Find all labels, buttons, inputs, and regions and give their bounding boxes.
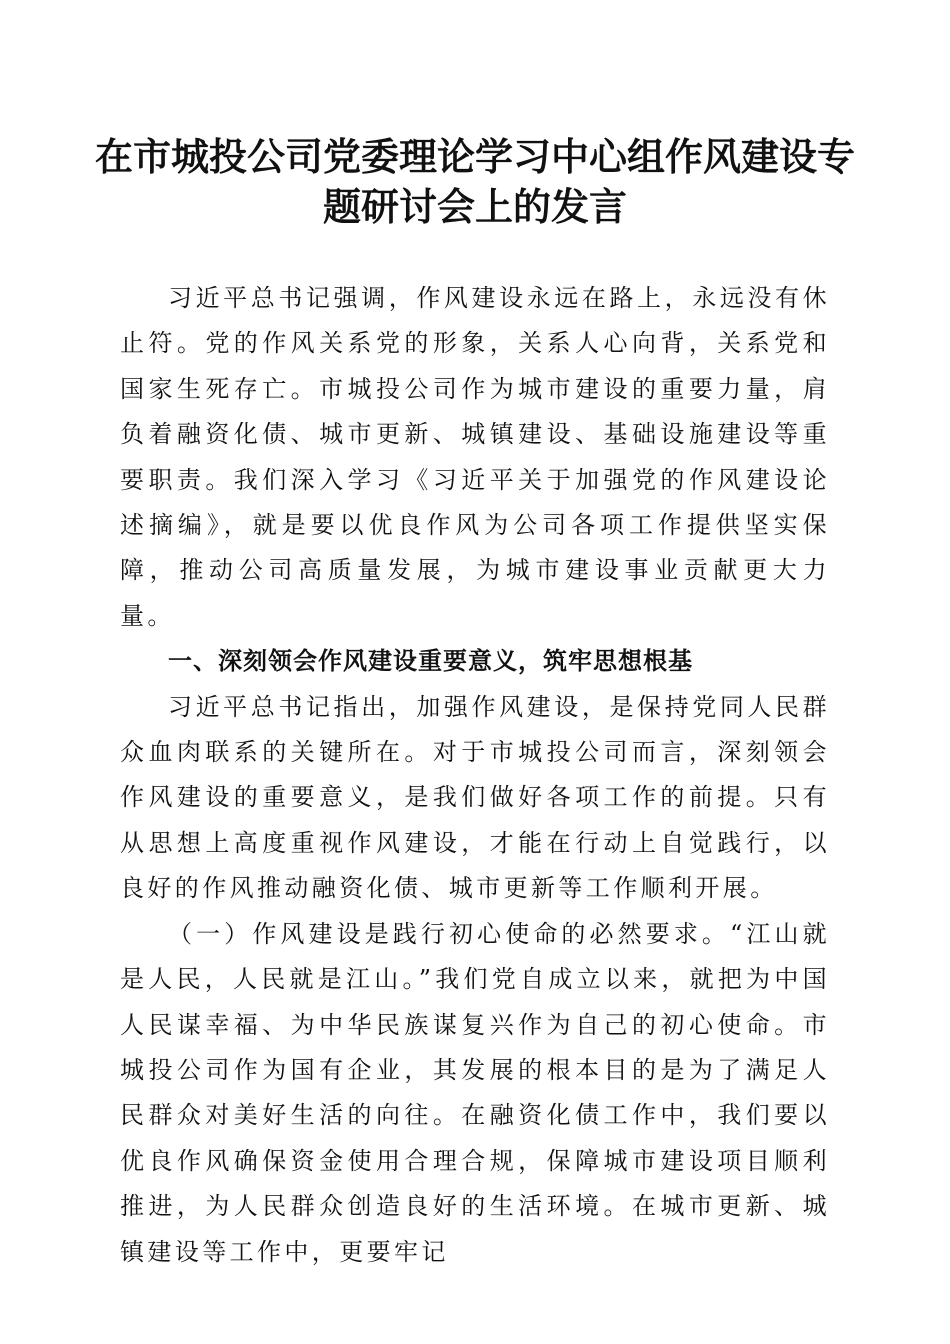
section-paragraph: 习近平总书记指出，加强作风建设，是保持党同人民群众血肉联系的关键所在。对于市城投公司而言，深刻领会作风建设的重要意义，是我们做好各项工作的前提。只有从思想上高度重视作风建设，才能在行动上自觉践行，以良好的作风推动融资化债、城市更新等工作顺利开展。 — [120, 692, 830, 903]
subsection-paragraph: （一）作风建设是践行初心使命的必然要求。“江山就是人民，人民就是江山。”我们党自成立以来，就把为中国人民谋幸福、为中华民族谋复兴作为自己的初心使命。市城投公司作为国有企业，其发展的根本目的是为了满足人民群众对美好生活的向往。在融资化债工作中，我们要以优良作风确保资金使用合理合规，保障城市建设项目顺利推进，为人民群众创造良好的生活环境。在城市更新、城镇建设等工作中，更要牢记 — [120, 919, 830, 1266]
section-heading: 一、深刻领会作风建设重要意义，筑牢思想根基 — [168, 647, 693, 676]
document-body — [120, 276, 830, 1275]
document-title — [90, 132, 860, 232]
title-line-1: 在市城投公司党委理论学习中心组作风建设专 — [94, 134, 855, 179]
title-line-2: 题研讨会上的发言 — [322, 184, 627, 229]
intro-paragraph: 习近平总书记强调，作风建设永远在路上，永远没有休止符。党的作风关系党的形象，关系人心向背，关系党和国家生死存亡。市城投公司作为城市建设的重要力量，肩负着融资化债、城市更新、城镇建设、基础设施建设等重要职责。我们深入学习《习近平关于加强党的作风建设论述摘编》，就是要以优良作风为公司各项工作提供坚实保障，推动公司高质量发展，为城市建设事业贡献更大力量。 — [120, 284, 830, 630]
